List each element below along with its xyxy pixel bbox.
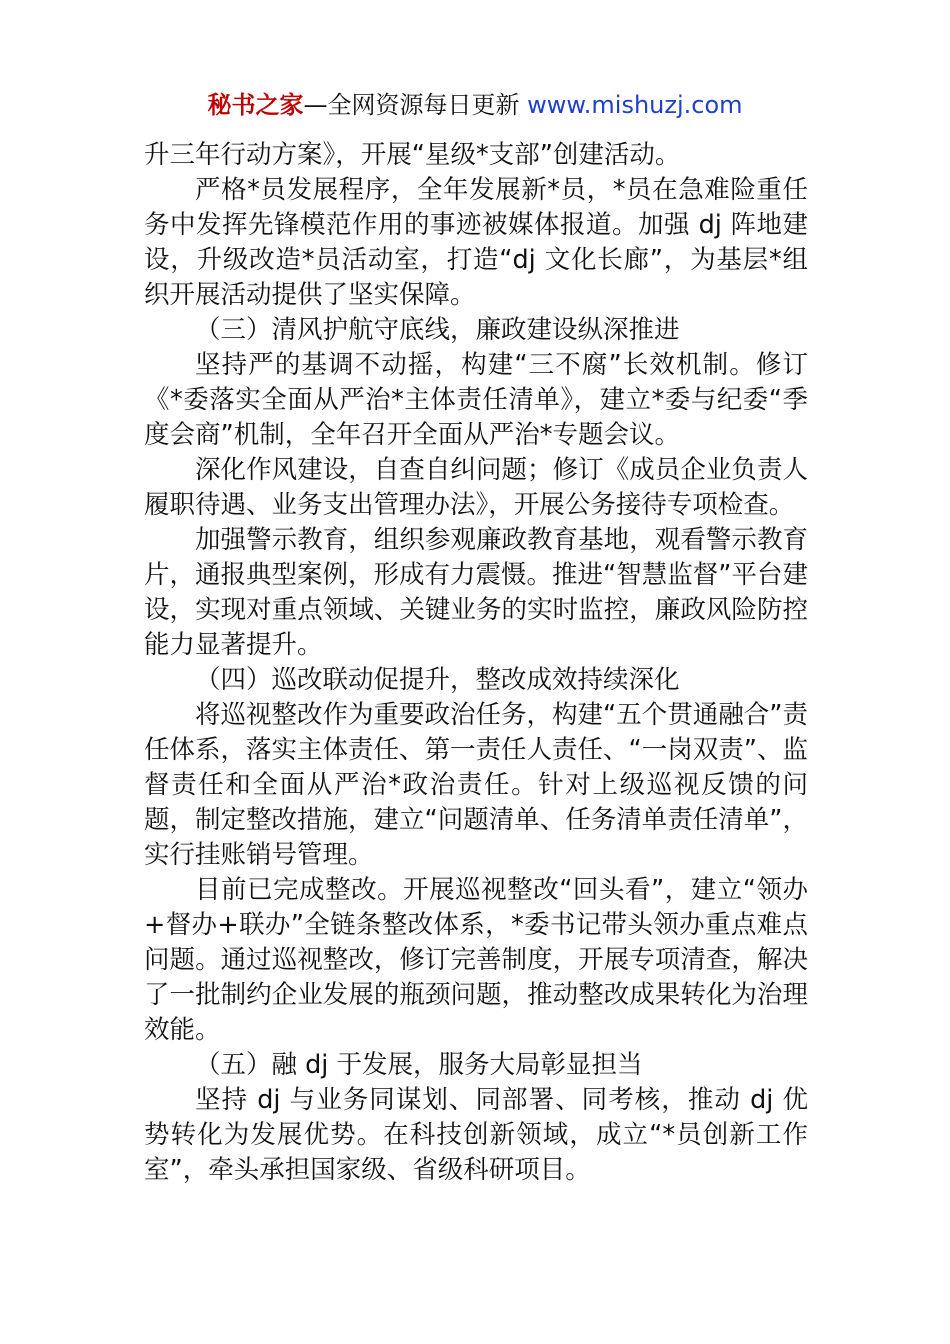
paragraph-continued: 升三年行动方案》，开展“星级*支部”创建活动。 bbox=[144, 140, 681, 170]
paragraph: 坚持 dj 与业务同谋划、同部署、同考核，推动 dj 优势转化为发展优势。在科技创新领域，成立“*员创新工作室”，牵头承担国家级、省级科研项目。 bbox=[144, 1085, 808, 1185]
section-heading-5: （五）融 dj 于发展，服务大局彰显担当 bbox=[195, 1050, 643, 1080]
brand-name: 秘书之家 bbox=[207, 91, 304, 119]
document-body bbox=[144, 138, 808, 1188]
paragraph: 将巡视整改作为重要政治任务，构建“五个贯通融合”责任体系，落实主体责任、第一责任人责任、“一岗双责”、监督责任和全面从严治*政治责任。针对上级巡视反馈的问题，制定整改措施，建立“问题清单、任务清单责任清单”，实行挂账销号管理。 bbox=[144, 700, 808, 870]
paragraph: 坚持严的基调不动摇，构建“三不腐”长效机制。修订《*委落实全面从严治*主体责任清单》，建立*委与纪委“季度会商”机制，全年召开全面从严治*专题会议。 bbox=[144, 350, 808, 450]
header-tagline: —全网资源每日更新 bbox=[303, 91, 520, 119]
section-heading-4: （四）巡改联动促提升，整改成效持续深化 bbox=[195, 665, 680, 695]
paragraph: 加强警示教育，组织参观廉政教育基地，观看警示教育片，通报典型案例，形成有力震慑。推进“智慧监督”平台建设，实现对重点领域、关键业务的实时监控，廉政风险防控能力显著提升。 bbox=[144, 525, 808, 660]
paragraph: 目前已完成整改。开展巡视整改“回头看”，建立“领办+督办+联办”全链条整改体系，*委书记带头领办重点难点问题。通过巡视整改，修订完善制度，开展专项清查，解决了一批制约企业发展的瓶颈问题，推动整改成果转化为治理效能。 bbox=[144, 875, 808, 1045]
site-url[interactable]: www.mishuzj.com bbox=[527, 91, 743, 119]
site-header bbox=[0, 88, 950, 122]
paragraph: 严格*员发展程序，全年发展新*员，*员在急难险重任务中发挥先锋模范作用的事迹被媒体报道。加强 dj 阵地建设，升级改造*员活动室，打造“dj 文化长廊”，为基层*组织开展活动提供了坚实保障。 bbox=[144, 175, 808, 310]
paragraph: 深化作风建设，自查自纠问题；修订《成员企业负责人履职待遇、业务支出管理办法》，开展公务接待专项检查。 bbox=[144, 455, 808, 520]
section-heading-3: （三）清风护航守底线，廉政建设纵深推进 bbox=[195, 315, 680, 345]
